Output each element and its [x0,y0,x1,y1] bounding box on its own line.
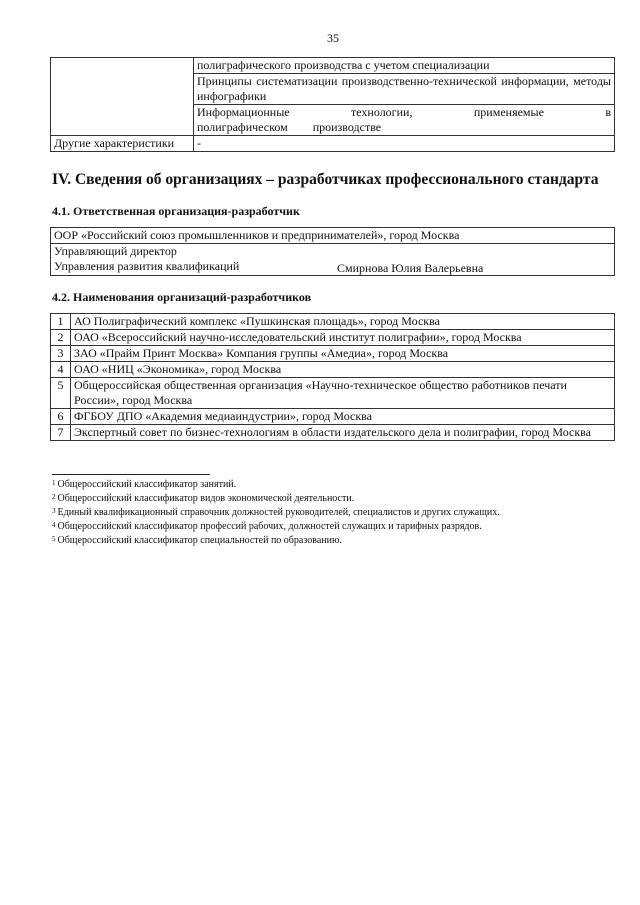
footnote-number: 2 [52,493,56,501]
footnote-divider [52,474,210,475]
subsection-title: 4.1. Ответственная организация-разработчик [52,204,300,218]
org-name: ЗАО «Прайм Принт Москва» Компания группы «Амедиа», город Москва [71,346,615,362]
table-row [51,314,615,330]
row-number: 4 [51,362,71,378]
row-value: полиграфического производства с учетом специализации [194,58,615,74]
table-row [51,362,615,378]
row-value: - [194,136,615,152]
row-label [51,58,194,136]
org-name: ОАО «НИЦ «Экономика», город Москва [71,362,615,378]
characteristics-table [50,57,615,152]
row-value: Информационные технологии, применяемые в полиграфическом производстве [194,105,615,136]
table-row [51,378,615,409]
footnote-text: Единый квалификационный справочник должностей руководителей, специалистов и других служащих. [57,507,500,518]
row-number: 6 [51,409,71,425]
table-row [51,425,615,441]
developers-table [50,313,615,441]
footnote-text: Общероссийский классификатор специальностей по образованию. [57,535,342,546]
footnote [52,478,500,492]
row-number: 3 [51,346,71,362]
table-row [51,58,615,74]
footnote-text: Общероссийский классификатор видов экономической деятельности. [57,493,355,504]
footnote [52,520,500,534]
subsection-title: 4.2. Наименования организаций-разработчиков [52,290,312,304]
footnote-number: 1 [52,479,56,487]
table-row [51,346,615,362]
table-row [51,330,615,346]
org-name: Экспертный совет по бизнес-технологиям в области издательского дела и полиграфии, город Москва [71,425,615,441]
footnote [52,492,500,506]
footnote-text: Общероссийский классификатор профессий рабочих, должностей служащих и тарифных разрядов. [57,521,482,532]
row-value: Принципы систематизации производственно-технической информации, методы инфографики [194,74,615,105]
footnote-text: Общероссийский классификатор занятий. [57,479,237,490]
row-label: Другие характеристики [51,136,194,152]
row-number: 7 [51,425,71,441]
responsible-org-table [50,227,615,276]
footnotes [52,478,500,548]
footnote-number: 4 [52,521,56,529]
section-title: IV. Сведения об организациях – разработчиках профессионального стандарта [52,171,599,188]
table-row [51,409,615,425]
footnote [52,506,500,520]
org-name: ФГБОУ ДПО «Академия медиаиндустрии», город Москва [71,409,615,425]
position-line-1: Управляющий директор [54,244,177,258]
person-name: Смирнова Юлия Валерьевна [337,261,484,275]
table-row [51,136,615,152]
row-number: 1 [51,314,71,330]
footnote-number: 3 [52,507,56,515]
footnote-number: 5 [52,535,56,543]
org-name: ООР «Российский союз промышленников и предпринимателей», город Москва [51,228,615,244]
org-name: ОАО «Всероссийский научно-исследовательский институт полиграфии», город Москва [71,330,615,346]
org-name: Общероссийская общественная организация «Научно-техническое общество работников печати России», город Москва [71,378,615,409]
row-number: 5 [51,378,71,409]
page-number: 35 [327,31,339,45]
org-name: АО Полиграфический комплекс «Пушкинская площадь», город Москва [71,314,615,330]
footnote [52,534,500,548]
position-line-2: Управления развития квалификаций [54,259,240,273]
row-number: 2 [51,330,71,346]
